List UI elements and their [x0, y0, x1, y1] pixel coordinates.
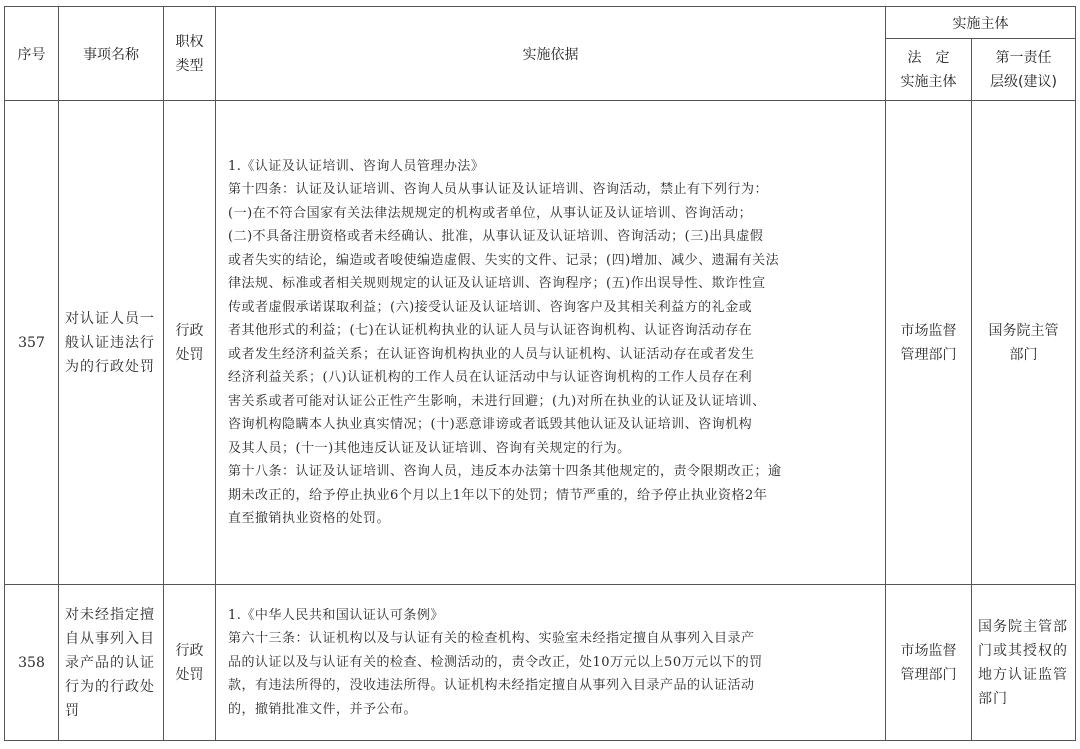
header-name: 事项名称 [59, 7, 164, 101]
header-subject: 实施主体 [886, 7, 1076, 39]
row-legal-subject: 市场监督 管理部门 [886, 101, 972, 585]
row-index: 357 [5, 101, 59, 585]
header-index: 序号 [5, 7, 59, 101]
basis-line: 第六十三条：认证机构以及与认证有关的检查机构、实验室未经指定擅自从事列入目录产 [228, 631, 755, 647]
basis-line: 传或者虚假承诺谋取利益；(六)接受认证及认证培训、咨询客户及其相关利益方的礼金或 [228, 299, 753, 315]
header-row-top [5, 7, 1076, 39]
row-basis [216, 101, 886, 585]
authority-table [4, 6, 1076, 741]
row-first-level: 国务院主管部门或其授权的地方认证监管部门 [972, 585, 1076, 741]
basis-line: 害关系或者可能对认证公正性产生影响，未进行回避；(九)对所在执业的认证及认证培训、 [228, 393, 766, 409]
basis-line: 款，有违法所得的，没收违法所得。认证机构未经指定擅自从事列入目录产品的认证活动 [228, 678, 755, 694]
header-first-level: 第一责任 层级(建议) [972, 39, 1076, 101]
basis-line: 1.《认证及认证培训、咨询人员管理办法》 [228, 158, 485, 174]
basis-line: 律法规、标准或者相关规则规定的认证及认证培训、咨询程序；(五)作出误导性、欺诈性宣 [228, 276, 766, 291]
basis-line: (一)在不符合国家有关法律法规规定的机构或者单位，从事认证及认证培训、咨询活动； [228, 205, 753, 221]
row-type: 行政 处罚 [164, 101, 216, 585]
basis-line: 品的认证以及与认证有关的检查、检测活动的，责令改正，处10万元以上50万元以下的罚 [228, 654, 763, 670]
basis-line: 的，撤销批准文件，并予公布。 [228, 701, 418, 717]
basis-line: 经济利益关系；(八)认证机构的工作人员在认证活动中与认证咨询机构的工作人员存在利 [228, 370, 753, 385]
basis-line: 或者发生经济利益关系；在认证咨询机构执业的人员与认证机构、认证活动存在或者发生 [228, 346, 755, 362]
row-basis [216, 585, 886, 741]
table-row [5, 585, 1076, 741]
basis-line: 第十四条：认证及认证培训、咨询人员从事认证及认证培训、咨询活动，禁止有下列行为： [228, 182, 769, 197]
basis-line: 者其他形式的利益；(七)在认证机构执业的认证人员与认证咨询机构、认证咨询活动存在 [228, 323, 753, 338]
basis-line: 直至撤销执业资格的处罚。 [228, 511, 391, 526]
basis-line: 及其人员；(十一)其他违反认证及认证培训、咨询有关规定的行为。 [228, 440, 631, 456]
row-type: 行政 处罚 [164, 585, 216, 741]
row-legal-subject: 市场监督 管理部门 [886, 585, 972, 741]
basis-line: 或者失实的结论，编造或者唆使编造虚假、失实的文件、记录；(四)增加、减少、遗漏有关法 [228, 252, 780, 268]
basis-line: 1.《中华人民共和国认证认可条例》 [228, 607, 444, 623]
row-first-level: 国务院主管 部门 [972, 101, 1076, 585]
header-type: 职权 类型 [164, 7, 216, 101]
row-name: 对未经指定擅自从事列入目录产品的认证行为的行政处罚 [59, 585, 164, 741]
basis-line: (二)不具备注册资格或者未经确认、批准，从事认证及认证培训、咨询活动；(三)出具虚假 [228, 229, 764, 244]
row-index: 358 [5, 585, 59, 741]
basis-line: 咨询机构隐瞒本人执业真实情况；(十)恶意诽谤或者诋毁其他认证及认证培训、咨询机构 [228, 417, 753, 432]
header-basis: 实施依据 [216, 7, 886, 101]
table-row [5, 101, 1076, 585]
basis-line: 第十八条：认证及认证培训、咨询人员，违反本办法第十四条其他规定的，责令限期改正；逾 [228, 464, 782, 479]
row-name: 对认证人员一般认证违法行为的行政处罚 [59, 101, 164, 585]
header-legal-subject: 法 定 实施主体 [886, 39, 972, 101]
basis-line: 期未改正的，给予停止执业6个月以上1年以下的处罚；情节严重的，给予停止执业资格2年 [228, 487, 768, 503]
